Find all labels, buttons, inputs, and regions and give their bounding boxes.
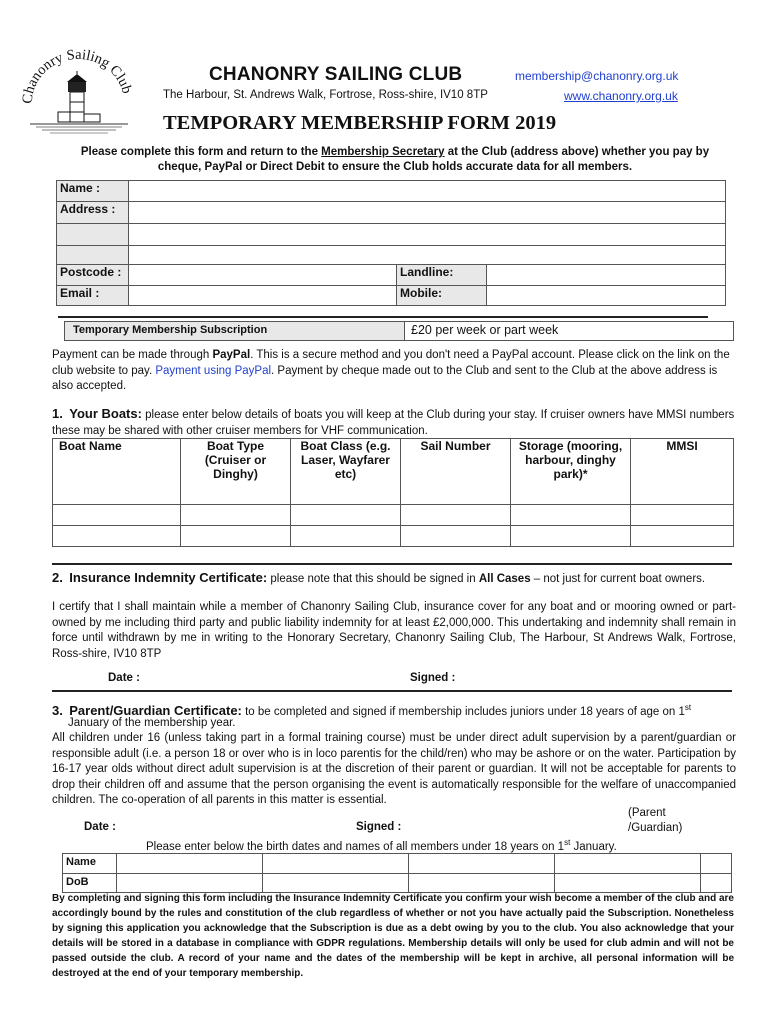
address-field-1[interactable] <box>129 202 726 224</box>
address-field-2[interactable] <box>129 224 726 246</box>
boat-row <box>53 526 734 547</box>
boat-cell[interactable] <box>291 526 401 547</box>
junior-dob-cell[interactable] <box>117 874 263 893</box>
boats-table <box>52 438 734 547</box>
parent-text2: January of the membership year. <box>68 717 236 729</box>
divider-3 <box>52 690 732 692</box>
parent-signed-label: Signed : <box>356 821 402 833</box>
juniors-table <box>62 853 732 893</box>
junior-name-cell[interactable] <box>409 854 555 874</box>
name-label: Name : <box>57 181 129 202</box>
intro-part1: Please complete this form and return to the <box>80 146 322 158</box>
address-spacer-2 <box>57 224 129 246</box>
insurance-text2: – not just for current boat owners. <box>530 573 706 585</box>
insurance-text1: please note that this should be signed in <box>267 573 479 585</box>
boat-cell[interactable] <box>631 505 734 526</box>
insurance-body: I certify that I shall maintain while a member of Chanonry Sailing Club, insurance cover for any boat and or mooring owned or part-owned by me including third party and public liability indemnity for at least £2,000,000. This undertaking and indemnity shall remain in force until withdrawn by me in writing to the Honorary Secretary, Chanonry Sailing Club, The Harbour, St Andrews Walk, Fortrose, Ross-shire, IV10 8TP <box>52 601 736 660</box>
boat-cell[interactable] <box>401 505 511 526</box>
divider-2 <box>52 563 732 565</box>
intro-membership-secretary: Membership Secretary <box>321 146 445 158</box>
intro-text <box>60 145 730 175</box>
mobile-field[interactable] <box>487 286 726 306</box>
parent-heading: Parent/Guardian Certificate: <box>69 702 242 718</box>
birth-text1: Please enter below the birth dates and names of all members under 18 years on 1 <box>146 840 565 853</box>
subscription-table <box>64 321 734 341</box>
insurance-signed-label: Signed : <box>410 672 456 684</box>
parent-date-label: Date : <box>84 821 116 833</box>
parent-number: 3. <box>52 702 63 718</box>
contact-details-table <box>56 180 726 306</box>
divider-1 <box>58 316 708 318</box>
junior-name-cell[interactable] <box>263 854 409 874</box>
name-field[interactable] <box>129 181 726 202</box>
boat-row <box>53 505 734 526</box>
boat-cell[interactable] <box>53 526 181 547</box>
parent-body: All children under 16 (unless taking part in a formal training course) must be under direct adult supervision by a parent/guardian or responsible adult (i.e. a person 18 or over who is in loco parentis for the child/ren) who may be ashore or on the water. Participation by 16-17 year olds without direct adult supervision is at the discretion of their parent or guardian. It will not be acceptable for parents to drop their children off and assume that the person organising the event is automatically responsible for the welfare of unaccompanied children. The co-operation of all parents in this matter is essential. <box>52 732 736 806</box>
parent-text1: to be completed and signed if membership includes juniors under 18 years of age on 1 <box>241 705 685 718</box>
boat-cell[interactable] <box>181 526 291 547</box>
boat-cell[interactable] <box>511 505 631 526</box>
insurance-section <box>52 570 736 588</box>
birth-text2: January. <box>570 840 617 853</box>
boats-section-intro <box>52 406 736 439</box>
intro-part2: at the Club (address above) whether you pay by cheque, PayPal or Direct Debit to ensure the Club holds accurate data for all members. <box>157 146 710 173</box>
parent-guardian-label-2: /Guardian) <box>628 822 683 834</box>
boat-cell[interactable] <box>291 505 401 526</box>
boats-number: 1. <box>52 406 63 421</box>
boat-cell[interactable] <box>511 526 631 547</box>
website-link[interactable]: www.chanonry.org.uk <box>564 89 678 103</box>
payment-part3: . Payment by cheque made out to the Club and sent to the Club at the above address is also accepted. <box>52 364 718 392</box>
mobile-label: Mobile: <box>397 286 487 306</box>
junior-name-cell[interactable] <box>555 854 701 874</box>
boats-heading: Your Boats: <box>69 406 142 421</box>
subscription-label: Temporary Membership Subscription <box>65 322 405 341</box>
junior-name-cell[interactable] <box>701 854 732 874</box>
paypal-link[interactable]: Payment using PayPal <box>155 364 272 377</box>
form-title: TEMPORARY MEMBERSHIP FORM 2019 <box>163 112 557 134</box>
junior-name-label: Name <box>63 854 117 874</box>
email-field[interactable] <box>129 286 397 306</box>
junior-name-cell[interactable] <box>117 854 263 874</box>
birth-sup: st <box>564 838 571 847</box>
col-sail-number: Sail Number <box>401 439 511 505</box>
col-boat-name: Boat Name <box>53 439 181 505</box>
postcode-field[interactable] <box>129 265 397 286</box>
email-label: Email : <box>57 286 129 306</box>
payment-part1: Payment can be made through <box>52 349 213 361</box>
insurance-heading: Insurance Indemnity Certificate: <box>69 570 268 585</box>
insurance-number: 2. <box>52 570 63 585</box>
email-link[interactable]: membership@chanonry.org.uk <box>515 69 679 83</box>
col-storage: Storage (mooring, harbour, dinghy park)* <box>511 439 631 505</box>
club-logo <box>20 42 138 140</box>
club-address: The Harbour, St. Andrews Walk, Fortrose, Ross-shire, IV10 8TP <box>163 89 488 101</box>
parent-guardian-label-1: (Parent <box>628 807 666 819</box>
junior-dob-cell[interactable] <box>701 874 732 893</box>
boat-cell[interactable] <box>53 505 181 526</box>
landline-field[interactable] <box>487 265 726 286</box>
address-spacer-3 <box>57 246 129 265</box>
insurance-all-cases: All Cases <box>478 573 531 585</box>
junior-dob-cell[interactable] <box>409 874 555 893</box>
club-name: CHANONRY SAILING CLUB <box>209 64 463 85</box>
address-field-3[interactable] <box>129 246 726 265</box>
boats-text: please enter below details of boats you will keep at the Club during your stay. If cruiser owners have MMSI numbers these may be shared with other cruiser members for VHF communication. <box>52 409 735 437</box>
junior-dob-cell[interactable] <box>263 874 409 893</box>
postcode-label: Postcode : <box>57 265 129 286</box>
boat-cell[interactable] <box>631 526 734 547</box>
subscription-value: £20 per week or part week <box>405 322 734 341</box>
footer-declaration: By completing and signing this form including the Insurance Indemnity Certificate you confirm your wish become a member of the club and are accordingly bound by the rules and constitution of the club regardless of whether or not you have actually paid the Subscription. Nonetheless by signing this application you acknowledge that the Subscription is due as a debt owing by you to the club. You also acknowledge that your details will be stored in a database in compliance with GDPR regulations. Membership details will only be used for club admin and will not be passed outside the club. A record of your name and the dates of the membership will be kept in archive, all personal information will be destroyed at the end of your temporary membership. <box>52 893 734 979</box>
logo-arc-text: Chanonry Sailing Club <box>20 46 135 105</box>
parent-sup: st <box>684 703 692 712</box>
boat-cell[interactable] <box>181 505 291 526</box>
col-boat-type: Boat Type (Cruiser or Dinghy) <box>181 439 291 505</box>
col-boat-class: Boat Class (e.g. Laser, Wayfarer etc) <box>291 439 401 505</box>
payment-paypal: PayPal <box>212 349 251 361</box>
junior-dob-label: DoB <box>63 874 117 893</box>
address-label: Address : <box>57 202 129 224</box>
col-mmsi: MMSI <box>631 439 734 505</box>
junior-dob-cell[interactable] <box>555 874 701 893</box>
insurance-date-label: Date : <box>108 672 140 684</box>
payment-text <box>52 348 736 395</box>
landline-label: Landline: <box>397 265 487 286</box>
boat-cell[interactable] <box>401 526 511 547</box>
payment-part2: . This is a secure method and you don't need a PayPal account. Please click on the link on the club website to pay. <box>52 349 730 377</box>
